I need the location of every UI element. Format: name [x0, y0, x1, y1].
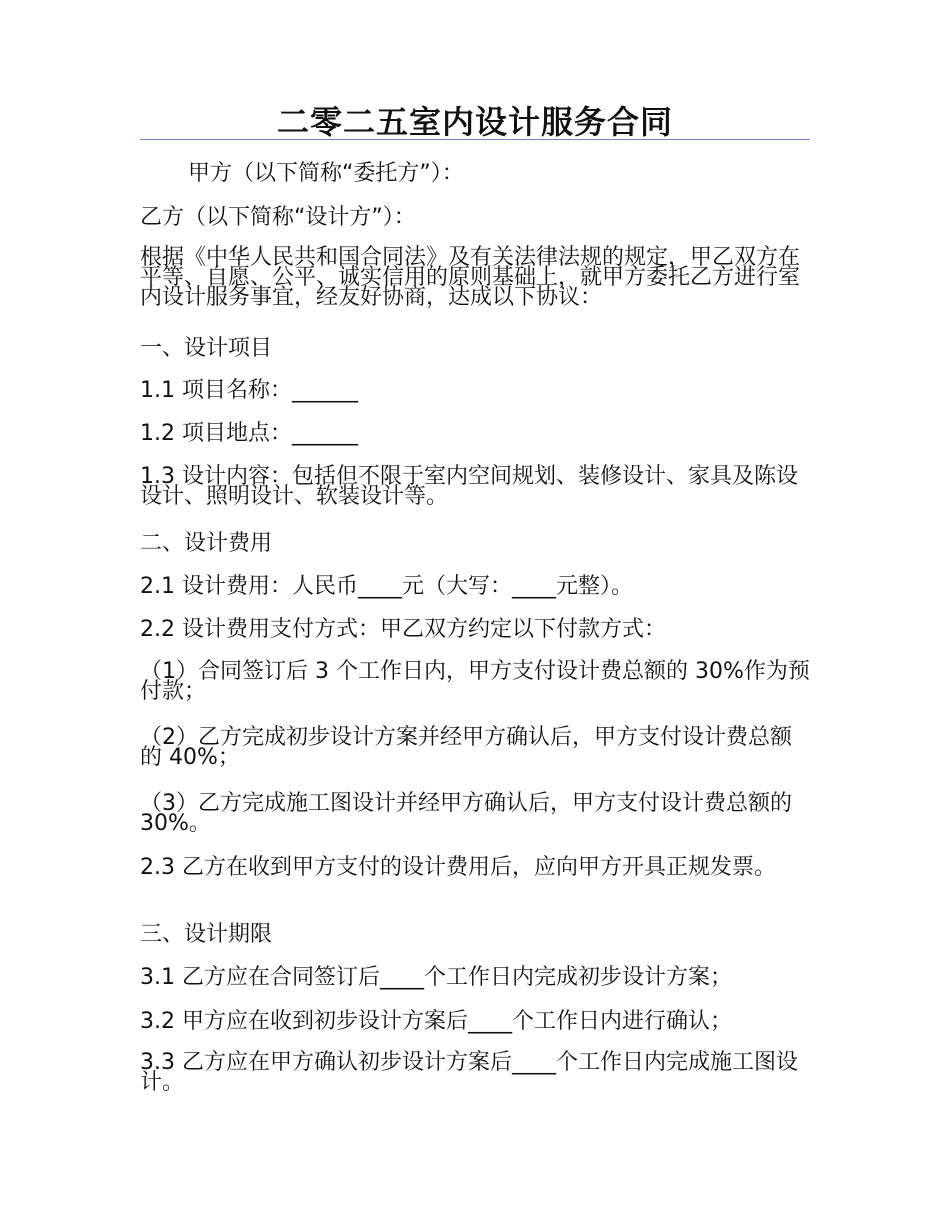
item-3-2: 3.2 甲方应在收到初步设计方案后____个工作日内进行确认；: [140, 1009, 732, 1034]
section-3-heading: 三、设计期限: [140, 922, 273, 947]
item-2-2: 2.2 设计费用支付方式：甲乙双方约定以下付款方式：: [140, 617, 666, 642]
payment-term-1: （1）合同签订后 3 个工作日内，甲方支付设计费总额的 30%作为预付款；: [140, 659, 810, 704]
payment-term-3: （3）乙方完成施工图设计并经甲方确认后，甲方支付设计费总额的 30%。: [140, 791, 792, 836]
section-2-heading: 二、设计费用: [140, 531, 273, 556]
title-underline: [140, 139, 810, 140]
item-2-1: 2.1 设计费用：人民币____元（大写：____元整）。: [140, 574, 633, 599]
item-1-1: 1.1 项目名称：______: [140, 378, 358, 403]
party-b-line: 乙方（以下简称“设计方”）：: [140, 205, 416, 230]
document-title: 二零二五室内设计服务合同: [276, 103, 673, 141]
preamble-paragraph: 根据《中华人民共和国合同法》及有关法律法规的规定，甲乙双方在平等、自愿、公平、诚实信用的原则基础上，就甲方委托乙方进行室内设计服务事宜，经友好协商，达成以下协议：: [140, 245, 801, 310]
payment-term-2: （2）乙方完成初步设计方案并经甲方确认后，甲方支付设计费总额的 40%；: [140, 725, 792, 770]
section-1-heading: 一、设计项目: [140, 336, 273, 361]
item-2-3: 2.3 乙方在收到甲方支付的设计费用后，应向甲方开具正规发票。: [140, 855, 776, 880]
item-1-2: 1.2 项目地点：______: [140, 421, 358, 446]
item-1-3: 1.3 设计内容：包括但不限于室内空间规划、装修设计、家具及陈设设计、照明设计、软装设计等。: [140, 464, 798, 509]
party-a-line: 甲方（以下简称“委托方”）：: [188, 161, 464, 186]
item-3-1: 3.1 乙方应在合同签订后____个工作日内完成初步设计方案；: [140, 965, 732, 990]
item-3-3: 3.3 乙方应在甲方确认初步设计方案后____个工作日内完成施工图设计。: [140, 1050, 798, 1095]
